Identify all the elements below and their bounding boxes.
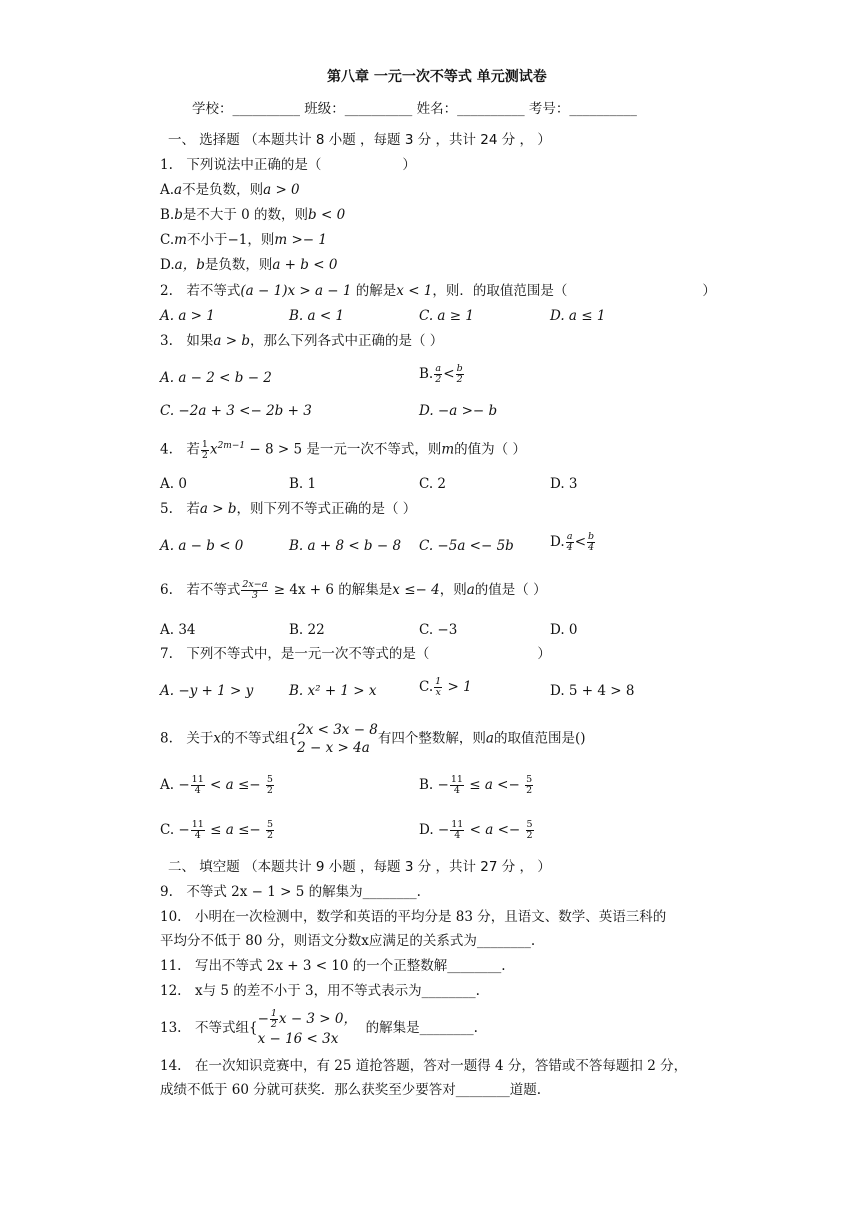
q2-option-a: A. a > 1 <box>160 308 215 324</box>
q4-option-d: D. 3 <box>550 476 578 492</box>
question-10-line-1: 10. 小明在一次检测中，数学和英语的平均分是 83 分，且语文、数学、英语三科的 <box>160 909 667 925</box>
q7-option-a: A. −y + 1 > y <box>160 683 254 699</box>
q5-option-c: C. −5a <− 5b <box>419 538 514 554</box>
q7-option-d: D. 5 + 4 > 8 <box>550 683 635 699</box>
q1-option-a: A.a不是负数，则a > 0 <box>160 182 300 198</box>
q8-option-c: C. − $\frac{11}{4}$ ≤ a ≤− $\frac{5}{2}$ <box>160 819 274 841</box>
question-14-line-2: 成绩不低于 60 分就可获奖．那么获奖至少要答对________道题. <box>160 1082 542 1098</box>
q4-option-c: C. 2 <box>419 476 447 492</box>
q3-option-b: B. $\frac{a}{2}$ < $\frac{b}{2}$ <box>419 363 463 385</box>
q7-option-b: B. x² + 1 > x <box>289 683 377 699</box>
section-heading-fill: 二、 填空题 （本题共计 9 小题 ，每题 3 分 ，共计 27 分 ， ） <box>168 859 551 875</box>
q4-option-b: B. 1 <box>289 476 317 492</box>
question-8-stem: 8. 关于x的不等式组{ 2x < 3x − 8 2 − x > 4a 有四个整数解，则a的取值范围是() <box>160 722 586 756</box>
q6-option-b: B. 22 <box>289 622 325 638</box>
q1-option-c: C.m不小于−1，则m >− 1 <box>160 232 327 248</box>
question-11: 11. 写出不等式 2x + 3 < 10 的一个正整数解________. <box>160 958 506 974</box>
q2-option-c: C. a ≥ 1 <box>419 308 474 324</box>
q5-option-a: A. a − b < 0 <box>160 538 244 554</box>
q5-option-b: B. a + 8 < b − 8 <box>289 538 402 554</box>
question-10-line-2: 平均分不低于 80 分，则语文分数x应满足的关系式为________. <box>160 933 536 949</box>
q1-option-b: B.b是不大于 0 的数，则b < 0 <box>160 207 346 223</box>
question-4-stem: 4. 若 $\frac{1}{2}$ $x^{2m-1} - 8 > 5$ 是一元一次不等式，则m的值为（ ） <box>160 438 526 461</box>
q3-option-c: C. −2a + 3 <− 2b + 3 <box>160 403 312 419</box>
q6-option-a: A. 34 <box>160 622 196 638</box>
q6-option-d: D. 0 <box>550 622 578 638</box>
q8-option-a: A. − $\frac{11}{4}$ < a ≤− $\frac{5}{2}$ <box>160 774 273 796</box>
question-5-stem: 5. 若a > b，则下列不等式正确的是（ ） <box>160 501 417 517</box>
section-heading-choice: 一、 选择题 （本题共计 8 小题 ，每题 3 分 ，共计 24 分 ， ） <box>168 132 551 148</box>
question-3-stem: 3. 如果a > b，那么下列各式中正确的是（ ） <box>160 333 444 349</box>
q6-option-c: C. −3 <box>419 622 458 638</box>
question-14-line-1: 14. 在一次知识竞赛中，有 25 道抢答题，答对一题得 4 分，答错或不答每题扣 2 分， <box>160 1058 688 1074</box>
q8-option-d: D. − $\frac{11}{4}$ < a <− $\frac{5}{2}$ <box>419 819 533 841</box>
q3-option-d: D. −a >− b <box>419 403 498 419</box>
q3-option-a: A. a − 2 < b − 2 <box>160 370 272 386</box>
question-12: 12. x与 5 的差不小于 3，用不等式表示为________. <box>160 983 480 999</box>
question-6-stem: 6. 若不等式 $\frac{2x-a}{3}$ ≥ 4x + 6 的解集是x ≤− 4，则a的值是（ ） <box>160 579 547 601</box>
q2-option-b: B. a < 1 <box>289 308 345 324</box>
question-13: 13. 不等式组{ − $\frac{1}{2}$ x − 3 > 0， x − 16 < 3x 的解集是________. <box>160 1008 478 1047</box>
question-2-stem: 2. 若不等式(a − 1)x > a − 1 的解是x < 1，则．的取值范围是（ ） <box>160 283 716 299</box>
student-info-line: 学校：__________ 班级：__________ 姓名：__________ 考号：__________ <box>192 101 637 117</box>
question-9: 9. 不等式 2x − 1 > 5 的解集为________. <box>160 884 421 900</box>
question-1-stem: 1. 下列说法中正确的是（ ） <box>160 157 416 173</box>
q5-option-d: D. $\frac{a}{4}$ < $\frac{b}{4}$ <box>550 531 595 553</box>
q1-option-d: D.a，b是负数，则a + b < 0 <box>160 257 338 273</box>
question-7-stem: 7. 下列不等式中，是一元一次不等式的是（ ） <box>160 646 551 662</box>
q7-option-c: C. $\frac{1}{x}$ > 1 <box>419 676 472 698</box>
q8-option-b: B. − $\frac{11}{4}$ ≤ a <− $\frac{5}{2}$ <box>419 774 533 796</box>
page-title: 第八章 一元一次不等式 单元测试卷 <box>327 69 547 85</box>
q4-option-a: A. 0 <box>160 476 187 492</box>
q2-option-d: D. a ≤ 1 <box>550 308 606 324</box>
